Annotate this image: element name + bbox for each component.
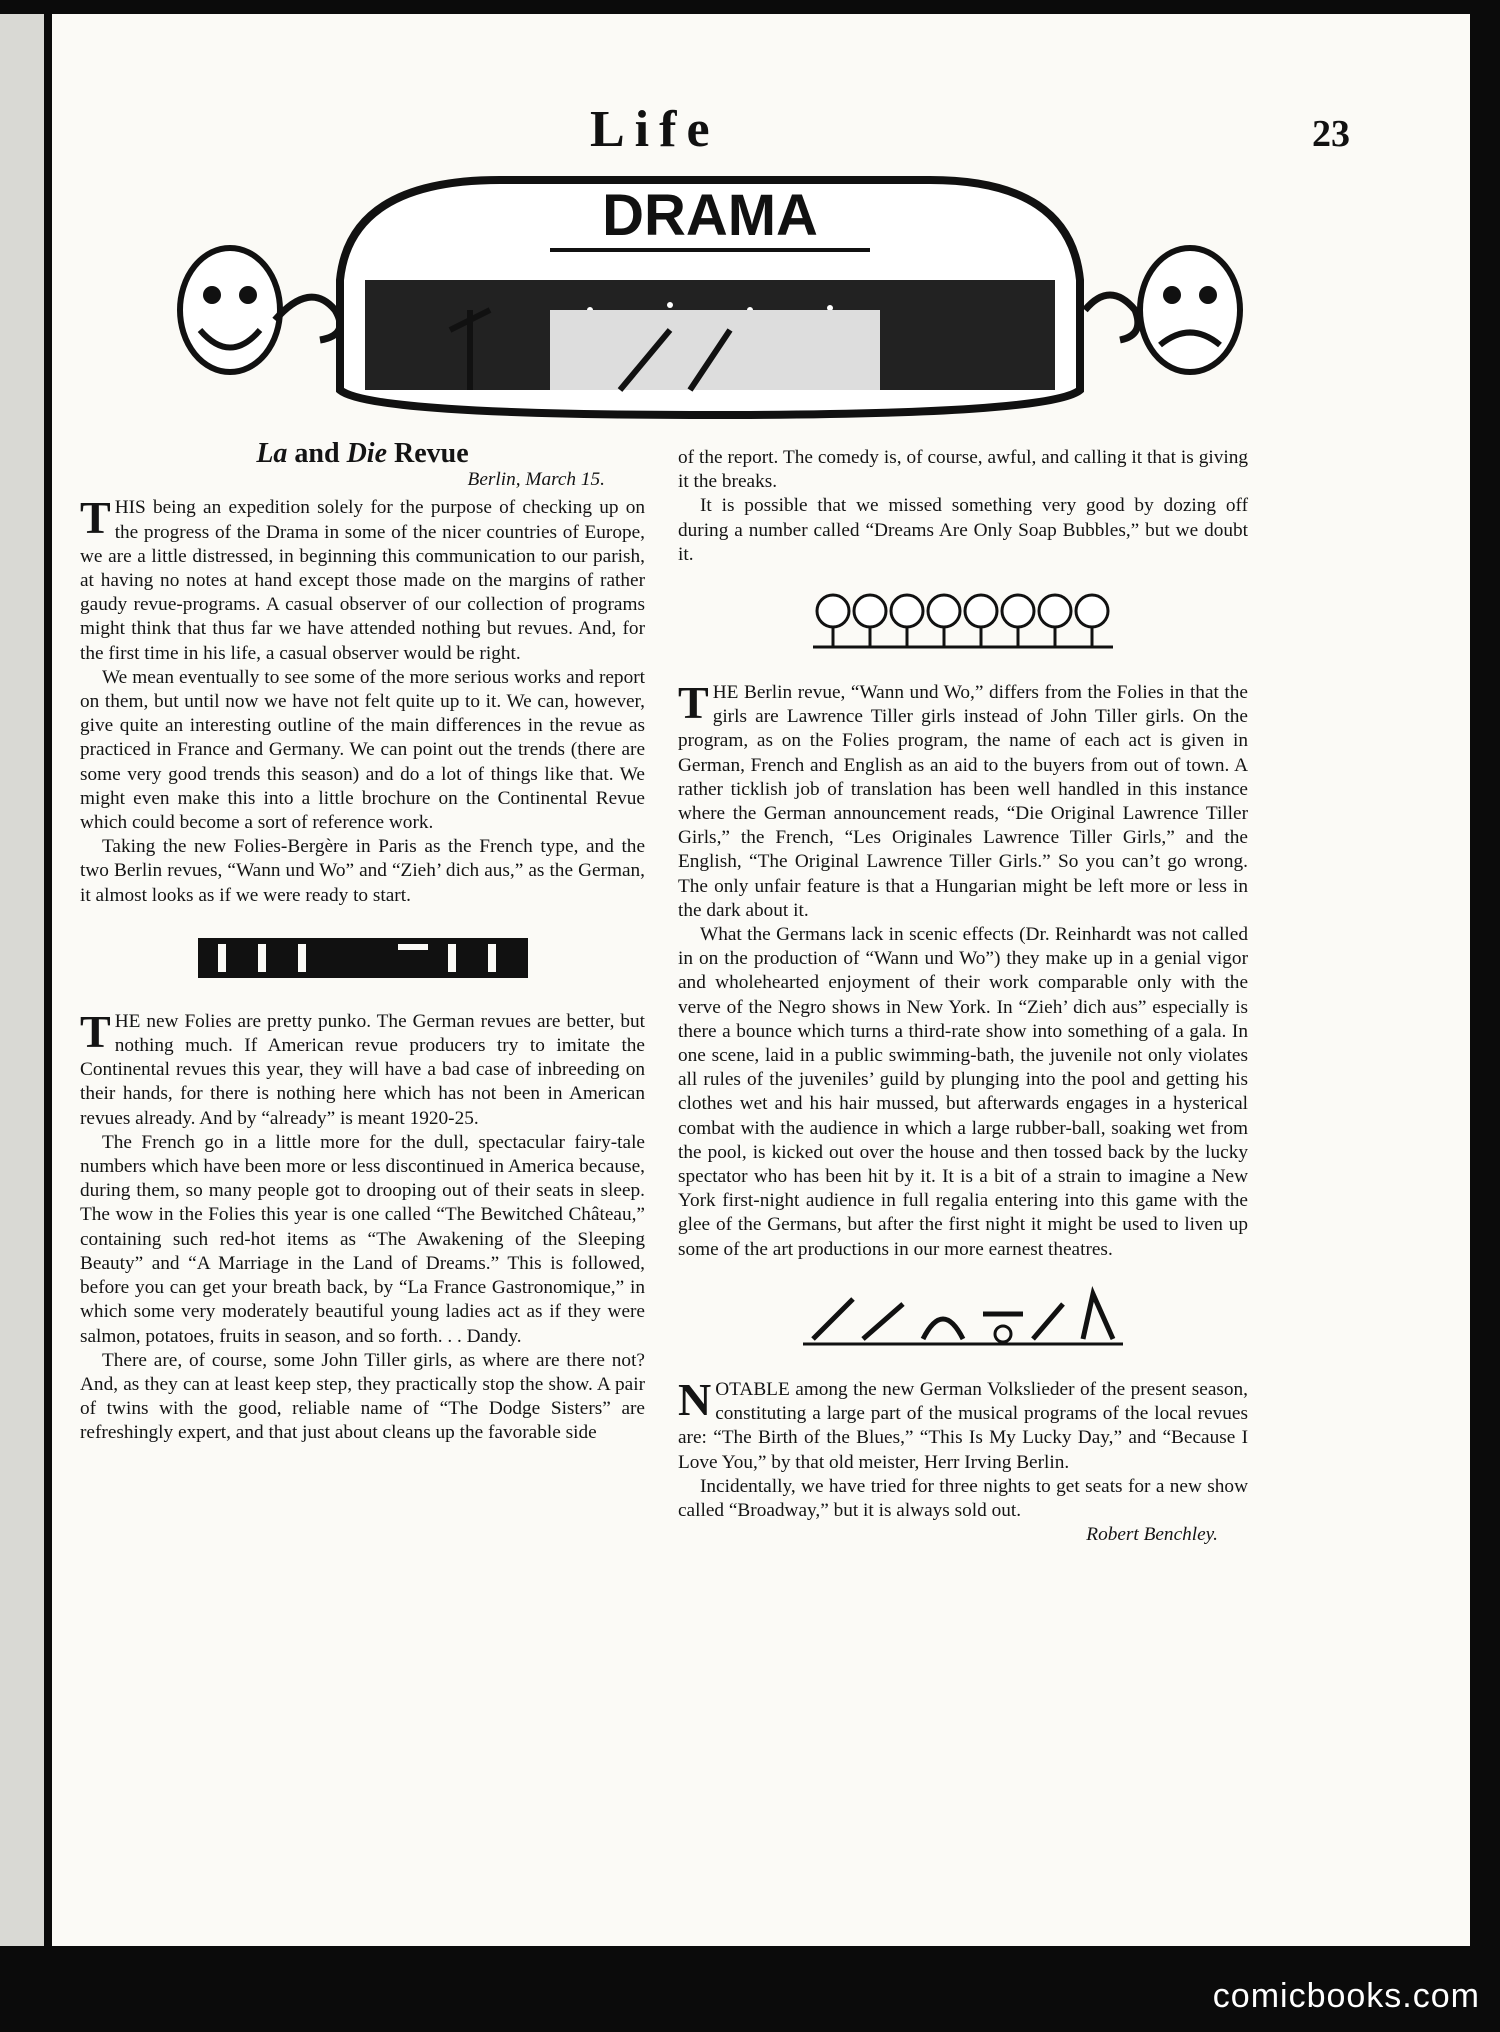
paragraph: THE new Folies are pretty punko. The German revues are better, but nothing much. If American revue producers try to imitate the Continental revues this year, they will have a bad case of inbreeding on their hands, for there is nothing here which has not been in American revues already. And by “already” is meant 1920-25. xyxy=(80,1005,645,1129)
masthead: Life xyxy=(590,101,720,158)
previous-page-edge xyxy=(0,14,44,1946)
drop-cap: T xyxy=(80,1005,111,1057)
paragraph: We mean eventually to see some of the more serious works and report on them, but until now we have not felt quite up to it. We can, however, give quite an interesting outline of the main differences in the revue as practiced in France and Germany. We can point out the trends (there are some very good trends this season) and do a lot of things like that. We might even make this into a little brochure on the Continental Revue which could become a sort of reference work. xyxy=(80,666,645,834)
paragraph: What the Germans lack in scenic effects (Dr. Reinhardt was not called in on the production of “Wann und Wo”) they make up in a genial vigor and wholehearted enjoyment of their work comparable only with the verve of the Negro shows in New York. In “Zieh’ dich aus” especially is there a bounce which turns a third-rate show into something of a gala. In one scene, laid in a public swimming-bath, the juvenile not only violates all rules of the juveniles’ guild by plunging into the pool and getting his clothes wet and his hair mussed, but afterwards engages in a hysterical combat with the audience in which a large rubber-ball, soaking wet from the pool, is kicked out over the house and then tossed back by the lucky spectator who has been hit by it. It is a bit of a strain to imagine a New York first-night audience in full regalia entering into this game with the glee of the Germans, but after the first night it might be used to liven up some of the art productions in our more earnest theatres. xyxy=(678,924,1248,1260)
tragedy-mask-icon xyxy=(1085,248,1240,372)
drop-cap: T xyxy=(80,492,111,544)
article-heading: La and Die Revue xyxy=(256,438,469,469)
paragraph: THIS being an expedition solely for the purpose of checking up on the progress of the Drama in some of the nicer countries of Europe, we are a little distressed, in beginning this communication to our parish, at having no notes at hand except those made on the margins of rather gaudy revue-programs. A casual observer of our collection of programs might think that thus far we have attended nothing but revues. And, for the first time in his life, a casual observer would be right. xyxy=(80,492,645,664)
comedy-mask-icon xyxy=(180,248,340,372)
drop-cap: N xyxy=(678,1373,712,1425)
watermark: comicbooks.com xyxy=(1212,1977,1480,2015)
dateline: Berlin, March 15. xyxy=(467,469,605,491)
page-number: 23 xyxy=(1312,113,1350,155)
paragraph: Incidentally, we have tried for three nights to get seats for a new show called “Broadway,” but it is always sold out. xyxy=(678,1475,1248,1521)
paragraph: It is possible that we missed something very good by dozing off during a number called “Dreams Are Only Soap Bubbles,” but we doubt it. xyxy=(678,495,1248,565)
drop-cap: T xyxy=(678,677,709,729)
right-column xyxy=(678,446,1248,1547)
banner-title: DRAMA xyxy=(602,183,818,248)
paragraph: NOTABLE among the new German Volkslieder of the present season, constituting a large part of the musical programs of the local revues are: “The Birth of the Blues,” “This Is My Lucky Day,” and “Because I Love You,” by that old meister, Herr Irving Berlin. xyxy=(678,1373,1248,1473)
paragraph: of the report. The comedy is, of course, awful, and calling it that is giving it the breaks. xyxy=(678,447,1248,493)
drama-banner-illustration xyxy=(170,160,1250,430)
paragraph: Taking the new Folies-Bergère in Paris as the French type, and the two Berlin revues, “Wann und Wo” and “Zieh’ dich aus,” as the German, it almost looks as if we were ready to start. xyxy=(80,836,645,906)
paragraph: The French go in a little more for the dull, spectacular fairy-tale numbers which have been more or less discontinued in America because, during them, so many people got to drooping out of their seats in sleep. The wow in the Folies this year is one called “The Bewitched Château,” containing such red-hot items as “The Awakening of the Sleeping Beauty” and “A Marriage in the Land of Dreams.” This is followed, before you can get your breath back, by “La France Gastronomique,” in which some very moderately beautiful young ladies act as if they were salmon, potatoes, fruits in season, and so forth. . . Dandy. xyxy=(80,1131,645,1347)
paragraph: There are, of course, some John Tiller girls, as where are there not? And, as they can at least keep step, they practically stop the show. A pair of twins with the good, reliable name of “The Dodge Sisters” are refreshingly expert, and that just about cleans up the favorable side xyxy=(80,1349,645,1444)
ornament-chorus-girls-icon xyxy=(808,589,1118,657)
ornament-dancers-icon xyxy=(198,930,528,986)
paragraph: THE Berlin revue, “Wann und Wo,” differs from the Folies in that the girls are Lawrence Tiller girls instead of John Tiller girls. On the program, as on the Folies program, the name of each act is given in German, French and English as an aid to the buyers from out of town. A rather ticklish job of translation has been well handled in this instance where the German announcement reads, “Die Original Lawrence Tiller Girls,” the French, “Les Originales Lawrence Tiller Girls,” and the English, “The Original Lawrence Tiller Girls.” So you can’t go wrong. The only unfair feature is that a Hungarian might be left more or less in the dark about it. xyxy=(678,677,1248,921)
left-column xyxy=(80,438,645,1446)
ornament-instruments-icon xyxy=(793,1284,1133,1354)
author-signature: Robert Benchley. xyxy=(1086,1524,1218,1546)
